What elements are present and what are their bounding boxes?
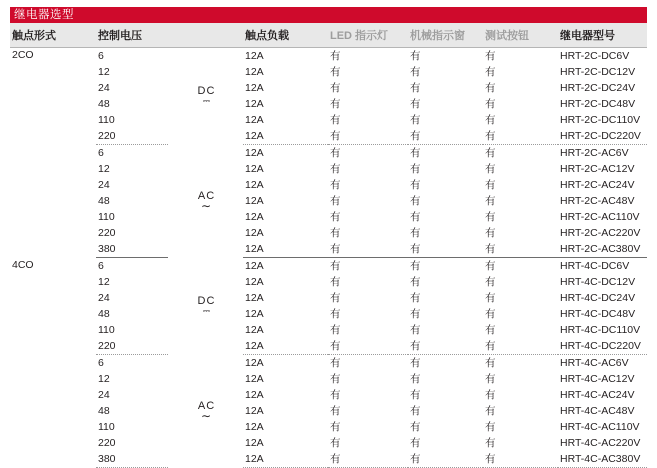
table-row <box>10 145 647 162</box>
current-type-symbol-icon: ∼ <box>200 409 213 423</box>
cell-led-indicator: 有 <box>330 146 341 159</box>
cell-contact-load: 12A <box>245 307 264 320</box>
cell-control-voltage: 220 <box>96 338 168 355</box>
cell-led-indicator: 有 <box>330 291 341 304</box>
cell-contact-load: 12A <box>245 81 264 94</box>
current-type-label: DC <box>197 295 216 307</box>
cell-control-voltage: 12 <box>98 65 110 78</box>
cell-relay-model: HRT-4C-AC220V <box>560 436 641 449</box>
cell-relay-model: HRT-4C-AC6V <box>560 356 629 369</box>
cell-mechanical-window: 有 <box>410 146 421 159</box>
cell-mechanical-window: 有 <box>410 162 421 175</box>
cell-control-voltage: 110 <box>98 113 115 126</box>
table-row <box>10 209 647 225</box>
column-header-test-button: 测试按钮 <box>483 23 558 48</box>
cell-led-indicator: 有 <box>330 113 341 126</box>
cell-led-indicator: 有 <box>330 210 341 223</box>
cell-test-button: 有 <box>483 338 558 355</box>
cell-test-button: 有 <box>485 97 496 110</box>
cell-mechanical-window: 有 <box>410 113 421 126</box>
cell-contact-load: 12A <box>245 113 264 126</box>
cell-mechanical-window: 有 <box>410 226 421 239</box>
cell-led-indicator: 有 <box>330 275 341 288</box>
cell-current-type <box>168 355 243 468</box>
cell-contact-load: 12A <box>245 420 264 433</box>
table-row <box>10 193 647 209</box>
cell-control-voltage: 12 <box>98 372 110 385</box>
cell-relay-model: HRT-4C-DC48V <box>560 307 636 320</box>
current-type-symbol-icon: ⎓ <box>202 306 211 316</box>
cell-mechanical-window: 有 <box>410 323 421 336</box>
cell-test-button: 有 <box>485 146 496 159</box>
cell-test-button: 有 <box>485 65 496 78</box>
cell-control-voltage: 24 <box>98 178 110 191</box>
cell-control-voltage: 12 <box>98 162 110 175</box>
cell-test-button: 有 <box>485 404 496 417</box>
table-row <box>10 112 647 128</box>
cell-led-indicator: 有 <box>330 420 341 433</box>
cell-relay-model: HRT-4C-AC48V <box>560 404 635 417</box>
cell-led-indicator: 有 <box>330 323 341 336</box>
cell-control-voltage: 6 <box>98 259 104 272</box>
table-row <box>10 241 647 258</box>
cell-test-button: 有 <box>485 194 496 207</box>
cell-current-type <box>168 145 243 258</box>
cell-contact-load: 12A <box>245 194 264 207</box>
table-row <box>10 371 647 387</box>
cell-relay-model: HRT-2C-DC6V <box>560 49 630 62</box>
cell-test-button: 有 <box>485 49 496 62</box>
column-header-control-voltage: 控制电压 <box>96 23 243 48</box>
cell-contact-load: 12A <box>243 128 328 145</box>
cell-led-indicator: 有 <box>328 338 408 355</box>
cell-mechanical-window: 有 <box>410 178 421 191</box>
cell-control-voltage: 12 <box>98 275 110 288</box>
cell-relay-model: HRT-2C-AC110V <box>560 210 640 223</box>
cell-test-button: 有 <box>485 178 496 191</box>
cell-relay-model: HRT-4C-AC380V <box>558 451 647 468</box>
cell-relay-model: HRT-2C-AC380V <box>558 241 647 258</box>
cell-test-button: 有 <box>483 241 558 258</box>
cell-mechanical-window: 有 <box>410 65 421 78</box>
cell-relay-model: HRT-2C-AC48V <box>560 194 635 207</box>
cell-contact-load: 12A <box>243 241 328 258</box>
cell-relay-model: HRT-2C-AC12V <box>560 162 635 175</box>
column-header-contact-load: 触点负载 <box>243 23 328 48</box>
table-row <box>10 274 647 290</box>
section-title: 继电器选型 <box>14 9 74 21</box>
cell-test-button: 有 <box>485 210 496 223</box>
column-header-relay-model: 继电器型号 <box>558 23 647 48</box>
cell-control-voltage: 48 <box>98 194 110 207</box>
cell-relay-model: HRT-4C-DC110V <box>560 323 641 336</box>
column-header-mechanical-window: 机械指示窗 <box>408 23 483 48</box>
table-row <box>10 64 647 80</box>
table-row <box>10 48 647 65</box>
cell-led-indicator: 有 <box>330 194 341 207</box>
cell-mechanical-window: 有 <box>408 241 483 258</box>
cell-control-voltage: 6 <box>98 49 104 62</box>
cell-test-button: 有 <box>485 81 496 94</box>
cell-relay-model: HRT-2C-AC220V <box>560 226 641 239</box>
table-row <box>10 225 647 241</box>
cell-test-button: 有 <box>483 451 558 468</box>
cell-led-indicator: 有 <box>330 162 341 175</box>
table-header <box>10 23 647 48</box>
cell-test-button: 有 <box>485 436 496 449</box>
cell-test-button: 有 <box>485 291 496 304</box>
relay-selection-table <box>10 23 647 468</box>
table-row <box>10 435 647 451</box>
cell-led-indicator: 有 <box>330 49 341 62</box>
cell-relay-model: HRT-4C-DC6V <box>560 259 630 272</box>
cell-mechanical-window: 有 <box>408 338 483 355</box>
cell-contact-load: 12A <box>245 259 264 272</box>
current-type-symbol-icon: ⎓ <box>202 96 211 107</box>
cell-control-voltage: 110 <box>98 210 115 223</box>
cell-mechanical-window: 有 <box>410 275 421 288</box>
cell-control-voltage: 24 <box>98 291 110 304</box>
cell-relay-model: HRT-4C-DC24V <box>560 291 636 304</box>
table-row <box>10 128 647 145</box>
cell-contact-load: 12A <box>245 372 264 385</box>
cell-test-button: 有 <box>483 128 558 145</box>
cell-contact-load: 12A <box>245 404 264 417</box>
cell-control-voltage: 48 <box>98 97 110 110</box>
cell-led-indicator: 有 <box>330 259 341 272</box>
table-row <box>10 322 647 338</box>
table-row <box>10 96 647 112</box>
cell-test-button: 有 <box>485 226 496 239</box>
cell-led-indicator: 有 <box>330 97 341 110</box>
cell-led-indicator: 有 <box>330 65 341 78</box>
cell-led-indicator: 有 <box>330 404 341 417</box>
cell-control-voltage: 110 <box>98 323 115 336</box>
cell-contact-load: 12A <box>245 388 264 401</box>
cell-led-indicator: 有 <box>328 241 408 258</box>
cell-relay-model: HRT-4C-AC110V <box>560 420 640 433</box>
section-title-bar <box>10 7 647 23</box>
cell-mechanical-window: 有 <box>410 356 421 369</box>
table-row <box>10 80 647 96</box>
table-row <box>10 387 647 403</box>
table-row <box>10 161 647 177</box>
cell-led-indicator: 有 <box>330 307 341 320</box>
cell-control-voltage: 24 <box>98 81 110 94</box>
cell-relay-model: HRT-4C-DC220V <box>558 338 647 355</box>
cell-test-button: 有 <box>485 388 496 401</box>
cell-mechanical-window: 有 <box>410 194 421 207</box>
cell-current-type <box>168 258 243 355</box>
cell-test-button: 有 <box>485 372 496 385</box>
table-row <box>10 290 647 306</box>
cell-contact-load: 12A <box>243 338 328 355</box>
cell-test-button: 有 <box>485 275 496 288</box>
cell-control-voltage: 6 <box>98 356 104 369</box>
cell-mechanical-window: 有 <box>410 420 421 433</box>
current-type-label: DC <box>197 85 216 98</box>
cell-test-button: 有 <box>485 420 496 433</box>
table-row <box>10 306 647 322</box>
column-header-led-indicator: LED 指示灯 <box>328 23 408 48</box>
cell-control-voltage: 48 <box>98 404 110 417</box>
column-header-contact-form: 触点形式 <box>10 23 96 48</box>
cell-relay-model: HRT-4C-DC12V <box>560 275 636 288</box>
cell-relay-model: HRT-2C-DC48V <box>560 97 636 110</box>
cell-mechanical-window: 有 <box>408 128 483 145</box>
table-header-row <box>10 23 647 48</box>
table-body <box>10 48 647 468</box>
cell-test-button: 有 <box>485 259 496 272</box>
cell-mechanical-window: 有 <box>408 451 483 468</box>
cell-contact-load: 12A <box>245 436 264 449</box>
cell-mechanical-window: 有 <box>410 436 421 449</box>
cell-control-voltage: 6 <box>98 146 104 159</box>
cell-led-indicator: 有 <box>330 178 341 191</box>
cell-led-indicator: 有 <box>330 388 341 401</box>
cell-test-button: 有 <box>485 113 496 126</box>
cell-control-voltage: 380 <box>96 451 168 468</box>
cell-mechanical-window: 有 <box>410 97 421 110</box>
cell-mechanical-window: 有 <box>410 372 421 385</box>
cell-contact-load: 12A <box>245 178 264 191</box>
table-row <box>10 355 647 372</box>
cell-relay-model: HRT-4C-AC12V <box>560 372 635 385</box>
table-row <box>10 403 647 419</box>
table-row <box>10 177 647 193</box>
cell-contact-form: 2CO <box>12 49 34 61</box>
cell-contact-load: 12A <box>243 451 328 468</box>
cell-relay-model: HRT-4C-AC24V <box>560 388 635 401</box>
cell-led-indicator: 有 <box>330 372 341 385</box>
cell-mechanical-window: 有 <box>410 291 421 304</box>
cell-mechanical-window: 有 <box>410 210 421 223</box>
cell-mechanical-window: 有 <box>410 388 421 401</box>
cell-contact-load: 12A <box>245 146 264 159</box>
cell-test-button: 有 <box>485 162 496 175</box>
cell-control-voltage: 220 <box>96 128 168 145</box>
cell-contact-load: 12A <box>245 291 264 304</box>
cell-control-voltage: 220 <box>98 226 116 239</box>
cell-contact-load: 12A <box>245 210 264 223</box>
cell-relay-model: HRT-2C-DC220V <box>558 128 647 145</box>
cell-contact-load: 12A <box>245 162 264 175</box>
cell-test-button: 有 <box>485 323 496 336</box>
cell-contact-load: 12A <box>245 275 264 288</box>
cell-test-button: 有 <box>485 307 496 320</box>
cell-contact-load: 12A <box>245 226 264 239</box>
current-type-label: AC <box>197 400 216 412</box>
cell-contact-load: 12A <box>245 97 264 110</box>
cell-control-voltage: 220 <box>98 436 116 449</box>
cell-led-indicator: 有 <box>330 81 341 94</box>
cell-contact-load: 12A <box>245 323 264 336</box>
table-row <box>10 258 647 275</box>
cell-mechanical-window: 有 <box>410 404 421 417</box>
current-type-label: AC <box>197 190 216 202</box>
cell-relay-model: HRT-2C-AC24V <box>560 178 635 191</box>
cell-led-indicator: 有 <box>328 128 408 145</box>
current-type-symbol-icon: ∼ <box>200 199 213 213</box>
cell-mechanical-window: 有 <box>410 307 421 320</box>
cell-control-voltage: 48 <box>98 307 110 320</box>
cell-mechanical-window: 有 <box>410 259 421 272</box>
cell-contact-form: 4CO <box>12 258 34 271</box>
cell-led-indicator: 有 <box>328 451 408 468</box>
cell-control-voltage: 110 <box>98 420 115 433</box>
cell-test-button: 有 <box>485 356 496 369</box>
table-row <box>10 338 647 355</box>
cell-contact-load: 12A <box>245 65 264 78</box>
cell-relay-model: HRT-2C-DC24V <box>560 81 636 94</box>
cell-current-type <box>168 48 243 145</box>
cell-control-voltage: 24 <box>98 388 110 401</box>
cell-relay-model: HRT-2C-DC110V <box>560 113 641 126</box>
cell-led-indicator: 有 <box>330 436 341 449</box>
cell-led-indicator: 有 <box>330 226 341 239</box>
cell-contact-load: 12A <box>245 356 264 369</box>
cell-relay-model: HRT-2C-AC6V <box>560 146 629 159</box>
cell-mechanical-window: 有 <box>410 49 421 62</box>
table-row <box>10 451 647 468</box>
cell-relay-model: HRT-2C-DC12V <box>560 65 636 78</box>
cell-mechanical-window: 有 <box>410 81 421 94</box>
cell-contact-load: 12A <box>245 49 264 62</box>
cell-control-voltage: 380 <box>96 241 168 258</box>
table-row <box>10 419 647 435</box>
cell-led-indicator: 有 <box>330 356 341 369</box>
